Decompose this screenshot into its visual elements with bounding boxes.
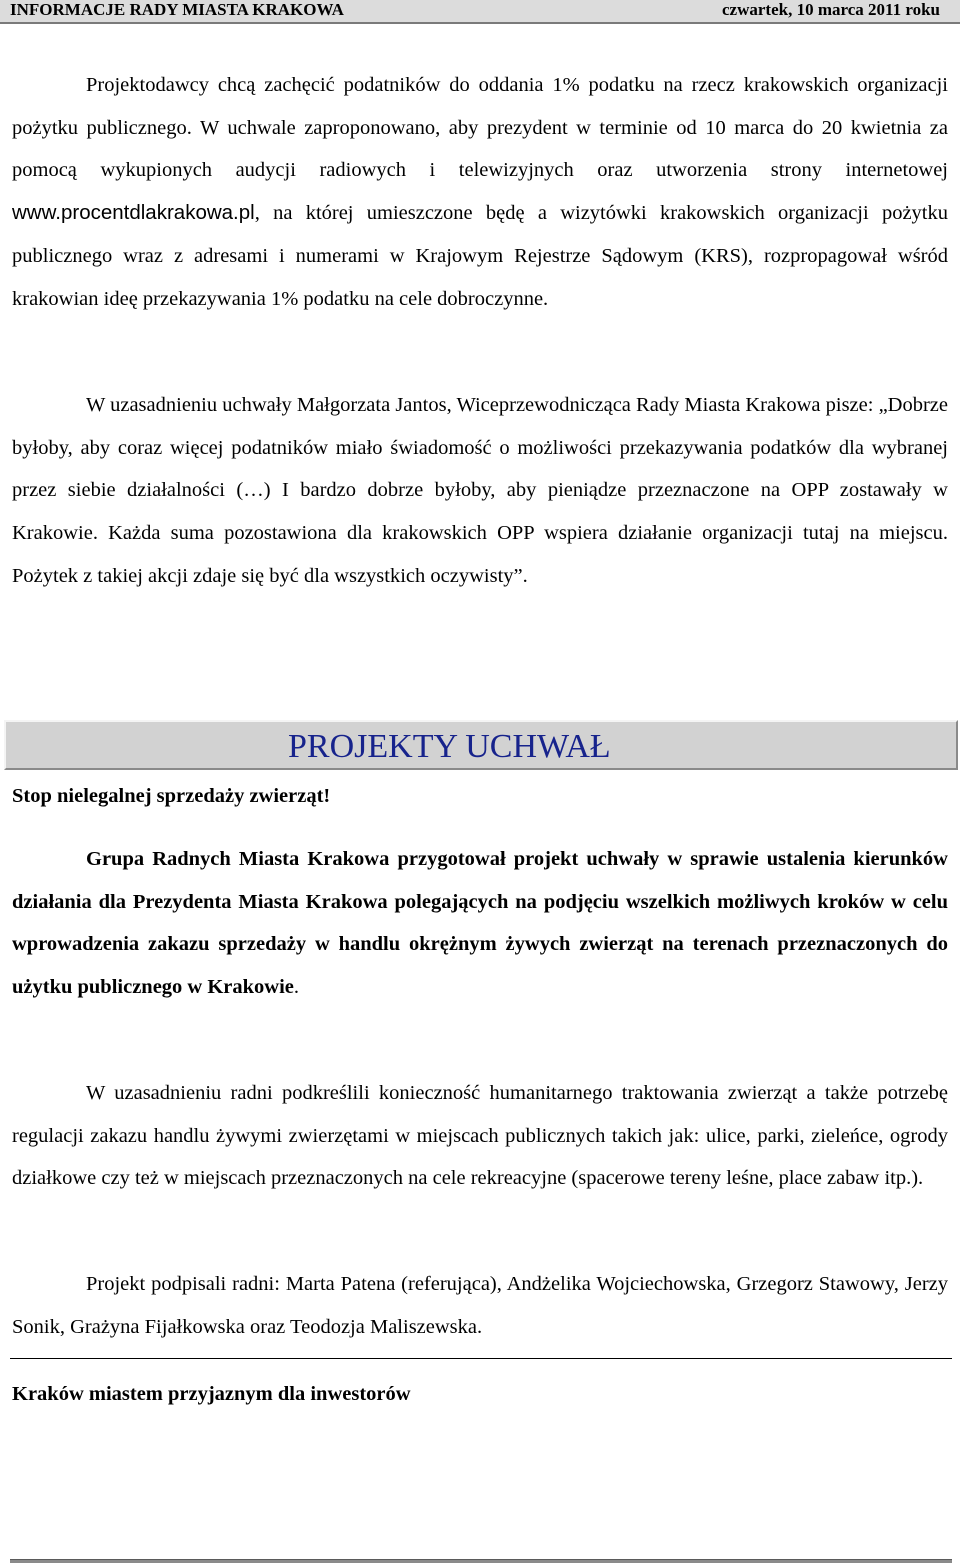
article-lead-end: . xyxy=(293,976,300,999)
paragraph-1-text-b: , na której umieszczone będę a wizytówki krakowskich organizacji pożytku publicznego wraz z adresami i numerami w Krajowym Rejestrze Sądowym (KRS), rozpropagował wśród krakowian ideę przekazywania 1% podatku na cele dobroczynne. xyxy=(12,202,948,310)
section-divider xyxy=(10,1358,952,1359)
header-date: czwartek, 10 marca 2011 roku xyxy=(722,0,940,19)
header-publication-title: INFORMACJE RADY MIASTA KRAKOWA xyxy=(10,0,344,19)
article-paragraph-3: Projekt podpisali radni: Marta Patena (referująca), Andżelika Wojciechowska, Grzegorz Stawowy, Jerzy Sonik, Grażyna Fijałkowska oraz Teodozja Maliszewska. xyxy=(12,1273,948,1338)
article-heading: Stop nielegalnej sprzedaży zwierząt! xyxy=(12,785,331,807)
paragraph-1-url: www.procentdlakrakowa.pl xyxy=(12,201,255,225)
article-lead xyxy=(12,838,948,1009)
paragraph-1 xyxy=(12,64,948,320)
paragraph-1-text-a: Projektodawcy chcą zachęcić podatników do oddania 1% podatku na rzecz krakowskich organizacji pożytku publicznego. W uchwale zaproponowano, aby prezydent w terminie od 10 marca do 20 kwietnia za pomocą wykupionych audycji radiowych i telewizyjnych oraz utworzenia strony internetowej xyxy=(12,74,948,182)
article-lead-bold: Grupa Radnych Miasta Krakowa przygotował projekt uchwały w sprawie ustalenia kierunków działania dla Prezydenta Miasta Krakowa polegających na podjęciu wszelkich możliwych kroków w celu wprowadzenia zakazu sprzedaży w handlu okrężnym żywych zwierząt na terenach przeznaczonych do użytku publicznego w Krakowie xyxy=(12,848,948,999)
paragraph-2: W uzasadnieniu uchwały Małgorzata Jantos, Wiceprzewodnicząca Rady Miasta Krakowa pisze: „Dobrze byłoby, aby coraz więcej podatników miało świadomość o możliwości przekazywania podatków dla wybranej przez siebie działalności (…) I bardzo dobrze byłoby, aby pieniądze przeznaczone na OPP zostawały w Krakowie. Każda suma pozostawiona dla krakowskich OPP wspiera działanie organizacji tutaj na miejscu. Pożytek z takiej akcji zdaje się być dla wszystkich oczywisty”. xyxy=(12,394,948,587)
page-header xyxy=(0,0,960,24)
next-article-heading: Kraków miastem przyjaznym dla inwestorów xyxy=(12,1383,411,1405)
footer-rule xyxy=(10,1559,952,1563)
article-paragraph-2: W uzasadnieniu radni podkreślili konieczność humanitarnego traktowania zwierząt a także potrzebę regulacji zakazu handlu żywymi zwierzętami w miejscach publicznych takich jak: ulice, parki, zieleńce, ogrody działkowe czy też w miejscach przeznaczonych na cele rekreacyjne (spacerowe tereny leśne, place zabaw itp.). xyxy=(12,1082,948,1190)
section-title: PROJEKTY UCHWAŁ xyxy=(288,728,611,765)
